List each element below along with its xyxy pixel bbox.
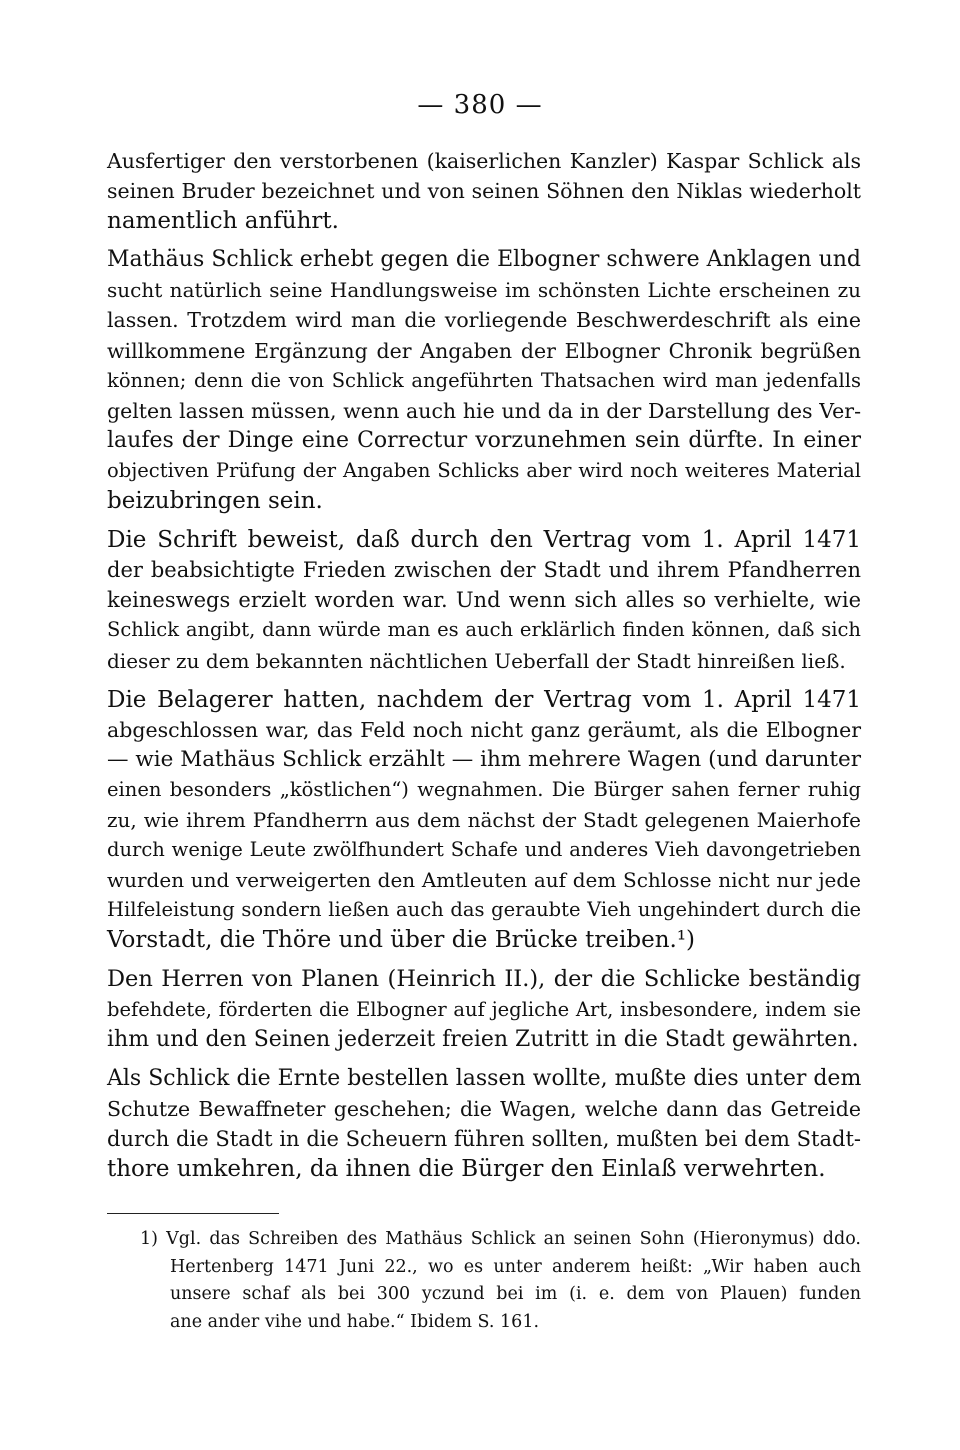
text-line: dieser zu dem bekannten nächtlichen Ueberfall der Stadt hinreißen ließ. xyxy=(107,648,846,673)
text-line: keineswegs erzielt worden war. Und wenn sich alles so verhielte, wie xyxy=(107,588,861,613)
text-line: sucht natürlich seine Handlungsweise im schönsten Lichte erscheinen zu xyxy=(107,278,861,303)
body-text xyxy=(107,146,861,1184)
text-line: durch wenige Leute zwölfhundert Schafe und anderes Vieh davongetrieben xyxy=(107,838,861,862)
text-line: durch die Stadt in die Scheuern führen sollten, mußten bei dem Stadt- xyxy=(107,1126,861,1151)
paragraph xyxy=(107,245,861,516)
footnote-line: Hertenberg 1471 Juni 22., wo es unter anderem heißt: „Wir haben auch xyxy=(170,1256,861,1277)
paragraph xyxy=(107,685,861,956)
text-line: Die Belagerer hatten, nachdem der Vertrag vom 1. April 1471 xyxy=(107,686,861,713)
text-line: seinen Bruder bezeichnet und von seinen Söhnen den Niklas wiederholt xyxy=(107,179,861,204)
text-line: Schutze Bewaffneter geschehen; die Wagen, welche dann das Getreide xyxy=(107,1096,861,1121)
page-number: — 380 — xyxy=(417,90,543,120)
paragraph xyxy=(107,525,861,675)
text-line: Vorstadt, die Thöre und über die Brücke treiben.¹) xyxy=(107,927,696,954)
footnote xyxy=(140,1226,861,1336)
text-line: Hilfeleistung sondern ließen auch das geraubte Vieh ungehindert durch die xyxy=(107,898,861,922)
text-line: Die Schrift beweist, daß durch den Vertrag vom 1. April 1471 xyxy=(107,527,861,554)
paragraph xyxy=(107,146,861,236)
footnote-line: ane ander vihe und habe.“ Ibidem S. 161. xyxy=(170,1311,540,1332)
text-line: Den Herren von Planen (Heinrich II.), der die Schlicke beständig xyxy=(107,966,861,993)
text-line: abgeschlossen war, das Feld noch nicht ganz geräumt, als die Elbogner xyxy=(107,717,861,742)
text-line: objectiven Prüfung der Angaben Schlicks aber wird noch weiteres Material xyxy=(107,458,861,482)
text-line: können; denn die von Schlick angeführten Thatsachen wird man jedenfalls xyxy=(107,368,861,392)
text-line: willkommene Ergänzung der Angaben der Elbogner Chronik begrüßen xyxy=(107,338,861,363)
footnote-divider xyxy=(107,1213,279,1214)
text-line: Ausfertiger den verstorbenen (kaiserlichen Kanzler) Kaspar Schlick als xyxy=(107,149,861,173)
text-line: namentlich anführt. xyxy=(107,208,339,235)
footnote-line: unsere schaf als bei 300 yczund bei im (i. e. dem von Plauen) funden xyxy=(170,1284,861,1304)
text-line: Mathäus Schlick erhebt gegen die Elbogner schwere Anklagen und xyxy=(107,247,861,273)
footnote-line: 1) Vgl. das Schreiben des Mathäus Schlick an seinen Sohn (Hieronymus) ddo. xyxy=(140,1229,861,1249)
text-line: beizubringen sein. xyxy=(107,488,323,515)
text-line: der beabsichtigte Frieden zwischen der Stadt und ihrem Pfandherren xyxy=(107,558,861,583)
text-line: wurden und verweigerten den Amtleuten auf dem Schlosse nicht nur jede xyxy=(107,868,861,893)
text-line: gelten lassen müssen, wenn auch hie und da in der Darstellung des Ver- xyxy=(107,398,861,423)
text-line: befehdete, förderten die Elbogner auf jegliche Art, insbesondere, indem sie xyxy=(107,997,861,1021)
text-line: — wie Mathäus Schlick erzählt — ihm mehrere Wagen (und darunter xyxy=(107,746,861,772)
text-line: laufes der Dinge eine Correctur vorzunehmen sein dürfte. In einer xyxy=(107,427,861,453)
text-line: Schlick angibt, dann würde man es auch erklärlich finden können, daß sich xyxy=(107,618,861,642)
text-line: Als Schlick die Ernte bestellen lassen wollte, mußte dies unter dem xyxy=(107,1065,862,1091)
text-line: ihm und den Seinen jederzeit freien Zutritt in die Stadt gewährten. xyxy=(107,1026,859,1052)
paragraph xyxy=(107,964,861,1054)
text-line: zu, wie ihrem Pfandherrn aus dem nächst der Stadt gelegenen Maierhofe xyxy=(107,807,861,832)
paragraph xyxy=(107,1064,861,1184)
text-line: lassen. Trotzdem wird man die vorliegende Beschwerdeschrift als eine xyxy=(107,308,861,333)
text-line: einen besonders „köstlichen“) wegnahmen. Die Bürger sahen ferner ruhig xyxy=(107,777,861,801)
text-line: thore umkehren, da ihnen die Bürger den Einlaß verwehrten. xyxy=(107,1156,826,1182)
